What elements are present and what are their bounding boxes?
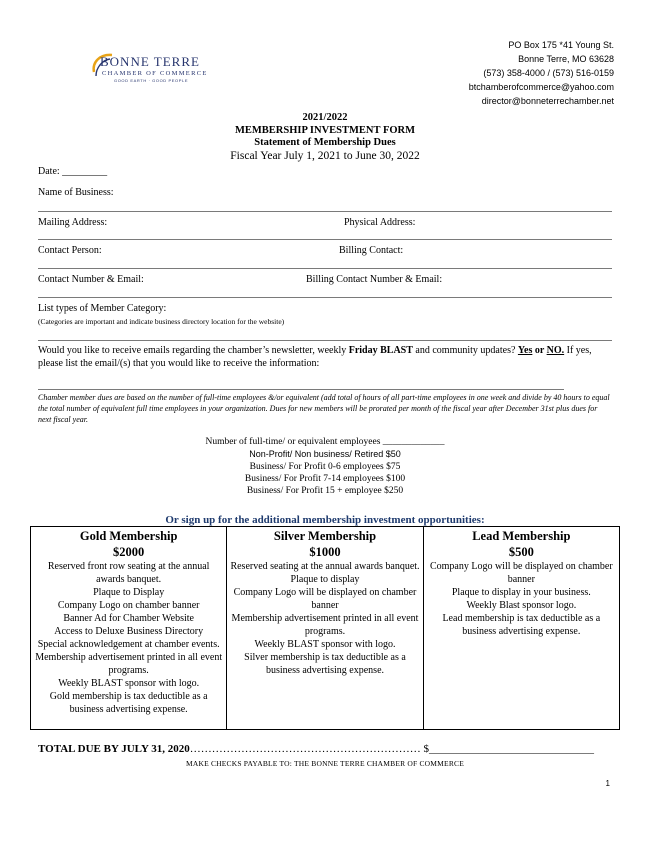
tier-benefit: Weekly BLAST sponsor with logo.	[254, 639, 396, 650]
tier-price: $2000	[113, 545, 145, 559]
logo-title: BONNE TERRE	[100, 54, 200, 69]
address-line-rule[interactable]	[38, 239, 612, 240]
form-title: MEMBERSHIP INVESTMENT FORM	[234, 124, 416, 136]
tier-name: Gold Membership	[79, 529, 178, 543]
tier-benefit: Access to Deluxe Business Directory	[54, 626, 204, 637]
dues-tier-3: Business/ For Profit 15 + employee $250	[246, 486, 404, 497]
form-year: 2021/2022	[302, 112, 348, 123]
number-line-rule[interactable]	[38, 297, 612, 298]
gold-membership-cell	[31, 527, 227, 730]
tier-benefit: Special acknowledgement at chamber events.	[37, 639, 220, 650]
billing-contact-label: Billing Contact:	[339, 245, 404, 256]
tier-benefit: Reserved front row seating at the annual awards banquet.	[47, 561, 210, 585]
chamber-logo	[88, 52, 218, 90]
opportunities-heading: Or sign up for the additional membership investment opportunities:	[165, 514, 485, 526]
tier-benefit: Silver membership is tax deductible as a business advertising expense.	[244, 652, 406, 676]
member-category-note: (Categories are important and indicate business directory location for the website)	[38, 317, 285, 326]
date-field[interactable]: Date: _________	[38, 166, 108, 177]
dues-schedule	[0, 436, 650, 497]
email-line: director@bonneterrechamber.net	[481, 96, 614, 106]
dues-note: Chamber member dues are based on the number of full-time employees &/or equivalent (add total of hours of all part-time employees in one week and divide by 40 hours to equal the total number of equivalent full time employees in your organization. Dues for new members will be prorated per month of the fiscal year after December 31st plus dues for next fiscal year.	[38, 393, 610, 424]
dues-tier-1: Business/ For Profit 0-6 employees $75	[249, 461, 401, 472]
silver-membership-cell	[227, 527, 423, 730]
tier-benefit: Plaque to Display	[93, 587, 165, 598]
tier-benefit: Company Logo will be displayed on chamber banner	[233, 587, 417, 611]
tier-benefit: Weekly Blast sponsor logo.	[466, 600, 577, 611]
no-option[interactable]: NO.	[546, 345, 565, 356]
contact-line-rule[interactable]	[38, 268, 612, 269]
total-due	[38, 743, 594, 755]
employee-count-field[interactable]: Number of full-time/ or equivalent employees _____________	[205, 437, 445, 447]
friday-blast: Friday BLAST	[348, 345, 413, 356]
page-number: 1	[605, 779, 610, 788]
fiscal-year: Fiscal Year July 1, 2021 to June 30, 2022	[230, 149, 420, 162]
logo-tagline: GOOD EARTH · GOOD PEOPLE	[114, 78, 189, 83]
member-category-label: List types of Member Category:	[38, 303, 167, 314]
tier-benefit: Lead membership is tax deductible as a business advertising expense.	[442, 613, 601, 637]
checks-payable-note: MAKE CHECKS PAYABLE TO: THE BONNE TERRE CHAMBER OF COMMERCE	[185, 759, 465, 768]
tier-benefit: Membership advertisement printed in all event programs.	[35, 652, 223, 676]
phone-line: (573) 358-4000 / (573) 516-0159	[483, 68, 614, 78]
address-line: Bonne Terre, MO 63628	[518, 54, 614, 64]
tier-name: Lead Membership	[472, 529, 571, 543]
tier-price: $1000	[309, 545, 341, 559]
mailing-address-label: Mailing Address:	[38, 217, 108, 228]
form-header	[0, 112, 650, 162]
email-line-rule[interactable]	[38, 389, 564, 390]
business-name-label: Name of Business:	[38, 187, 114, 198]
tier-benefit: Company Logo will be displayed on chamber banner	[429, 561, 613, 585]
logo-subtitle: CHAMBER OF COMMERCE	[102, 70, 208, 77]
tier-benefit: Plaque to display	[290, 574, 360, 585]
dues-tier-2: Business/ For Profit 7-14 employees $100	[244, 473, 406, 484]
category-line-rule[interactable]	[38, 340, 612, 341]
tier-benefit: Reserved seating at the annual awards banquet.	[230, 561, 420, 572]
physical-address-label: Physical Address:	[344, 217, 416, 228]
address-block	[469, 38, 614, 108]
total-due-line[interactable]: ……………………………………………………… $______________________________	[189, 743, 595, 755]
business-name-line[interactable]	[38, 211, 612, 212]
tier-benefit: Gold membership is tax deductible as a business advertising expense.	[49, 691, 208, 715]
yes-option[interactable]: Yes	[517, 345, 533, 356]
billing-number-label: Billing Contact Number & Email:	[306, 274, 443, 285]
address-line: PO Box 175 *41 Young St.	[508, 40, 614, 50]
tier-benefit: Weekly BLAST sponsor with logo.	[58, 678, 200, 689]
form-subtitle: Statement of Membership Dues	[254, 137, 396, 148]
tier-benefit: Membership advertisement printed in all event programs.	[231, 613, 419, 637]
dues-nonprofit: Non-Profit/ Non business/ Retired $50	[249, 449, 401, 460]
total-due-label: TOTAL DUE BY JULY 31, 2020	[38, 743, 190, 755]
tier-price: $500	[508, 545, 534, 559]
tier-benefit: Plaque to display in your business.	[451, 587, 591, 598]
email-question: Would you like to receive emails regarding the chamber’s newsletter, weekly Friday BLAST and community updates? Yes or NO. If yes, please list the email/(s) that you would like to receive the information:	[38, 345, 592, 369]
contact-number-label: Contact Number & Email:	[38, 274, 144, 285]
tier-benefit: Banner Ad for Chamber Website	[63, 613, 194, 624]
membership-tiers-table	[30, 526, 620, 730]
lead-membership-cell	[423, 527, 619, 730]
contact-person-label: Contact Person:	[38, 245, 102, 256]
tier-benefit: Company Logo on chamber banner	[57, 600, 200, 611]
tier-name: Silver Membership	[273, 529, 377, 543]
email-line: btchamberofcommerce@yahoo.com	[468, 82, 614, 92]
